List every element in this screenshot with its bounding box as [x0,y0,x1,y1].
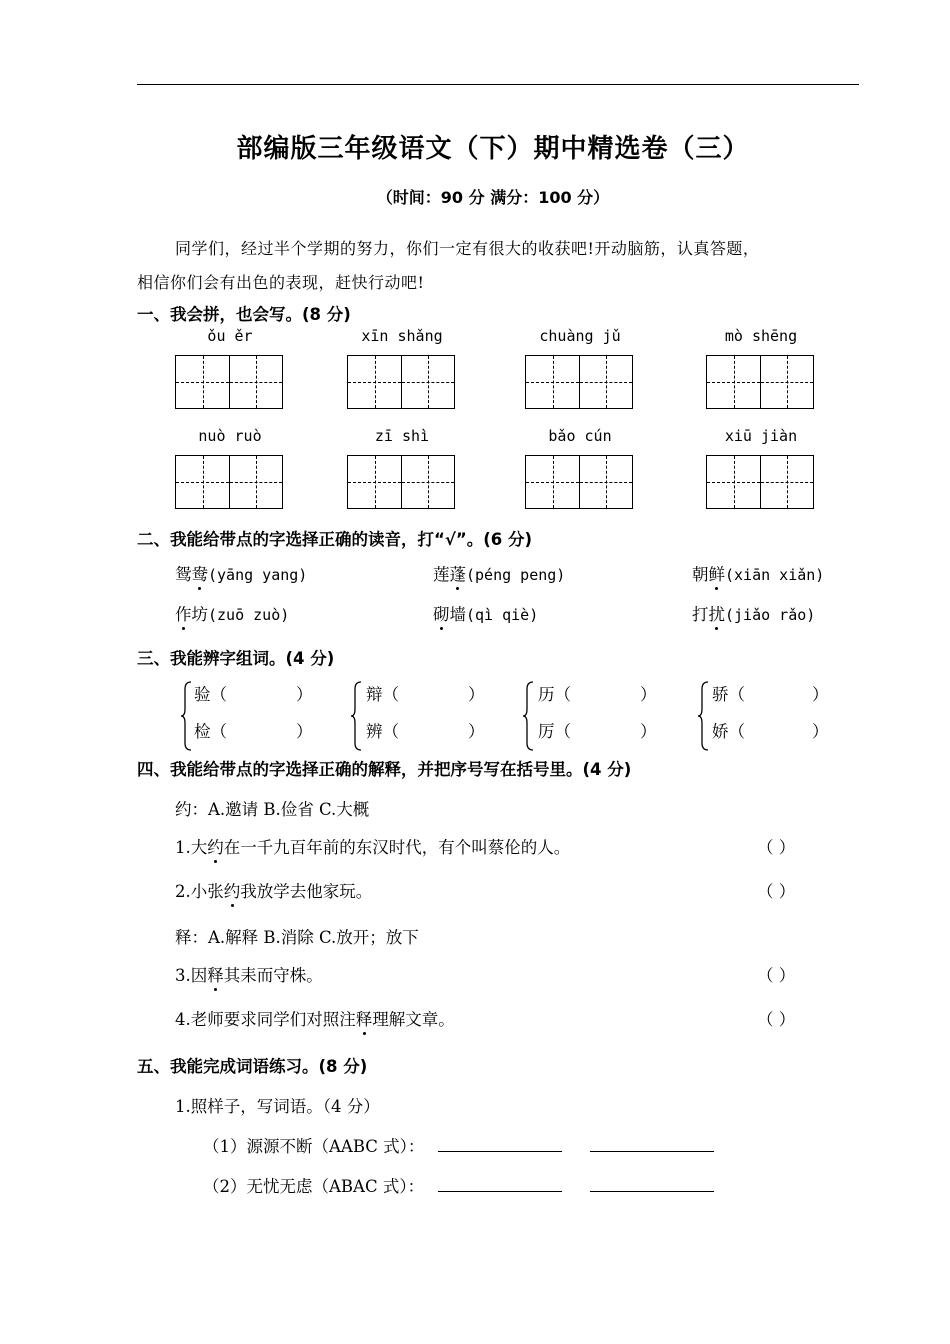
answer-blank[interactable] [438,1133,562,1152]
writing-grid[interactable] [525,455,633,509]
section-1-heading: 一、我会拼，也会写。(8 分) [137,305,351,324]
writing-grid[interactable] [525,355,633,409]
pinyin-label: xīn shǎng [361,327,443,345]
pinyin-label: chuàng jǔ [539,327,621,345]
question: 2.小张约我放学去他家玩。 [175,878,372,902]
definition-list: 约：A.邀请 B.俭省 C.大概 [175,800,370,819]
word-pair-char: 娇（ [712,722,745,741]
definition-list: 释：A.解释 B.消除 C.放开；放下 [175,928,419,947]
page-title: 部编版三年级语文（下）期中精选卷（三） [236,134,750,164]
exam-meta: （时间：90 分 满分：100 分） [376,188,610,207]
answer-bracket[interactable]: （ ） [757,882,796,901]
word-pair-char: 检（ [194,722,227,741]
section-4-heading: 四、我能给带点的字选择正确的解释，并把序号写在括号里。(4 分) [137,760,632,779]
word-pair-close: ） [468,685,485,704]
reading-item: 打扰(jiǎo rǎo) [692,601,815,625]
answer-blank[interactable] [590,1133,714,1152]
word-pair-close: ） [468,722,485,741]
word-pair-char: 骄（ [712,685,745,704]
word-pair-close: ） [812,685,829,704]
exercise-line: （2）无忧无虑（ABAC 式）： [203,1177,425,1196]
brace-icon [522,681,534,751]
writing-grid[interactable] [706,355,814,409]
word-pair-close: ） [296,722,313,741]
pinyin-label: mò shēng [724,327,798,345]
answer-bracket[interactable]: （ ） [757,838,796,857]
reading-item: 鸳鸯(yāng yang) [175,561,307,585]
section-3-heading: 三、我能辨字组词。(4 分) [137,649,335,668]
word-pair-char: 验（ [194,685,227,704]
word-pair-char: 厉（ [538,722,571,741]
answer-blank[interactable] [438,1173,562,1192]
pinyin-label: xiū jiàn [724,427,798,445]
reading-item: 莲蓬(péng peng) [433,561,565,585]
word-pair-close: ） [640,722,657,741]
reading-item: 作坊(zuō zuò) [175,601,289,625]
answer-bracket[interactable]: （ ） [757,1010,796,1029]
question: 4.老师要求同学们对照注释理解文章。 [175,1006,455,1030]
question: 1.大约在一千九百年前的东汉时代，有个叫蔡伦的人。 [175,834,570,858]
writing-grid[interactable] [706,455,814,509]
subquestion: 1.照样子，写词语。（4 分） [175,1097,380,1116]
writing-grid[interactable] [347,355,455,409]
question: 3.因释其耒而守株。 [175,962,323,986]
word-pair-close: ） [296,685,313,704]
pinyin-label: nuò ruò [198,427,262,445]
intro-line-2: 相信你们会有出色的表现，赶快行动吧! [137,273,425,292]
answer-blank[interactable] [590,1173,714,1192]
word-pair-char: 历（ [538,685,571,704]
header-rule [137,84,859,85]
word-pair-char: 辨（ [366,722,399,741]
writing-grid[interactable] [347,455,455,509]
writing-grid[interactable] [175,355,283,409]
pinyin-label: bǎo cún [548,427,612,445]
word-pair-close: ） [812,722,829,741]
brace-icon [697,681,709,751]
reading-item: 朝鲜(xiān xiǎn) [692,561,824,585]
word-pair-close: ） [640,685,657,704]
answer-bracket[interactable]: （ ） [757,966,796,985]
writing-grid[interactable] [175,455,283,509]
brace-icon [180,681,192,751]
section-2-heading: 二、我能给带点的字选择正确的读音，打“√”。(6 分) [137,530,533,549]
section-5-heading: 五、我能完成词语练习。(8 分) [137,1057,368,1076]
exercise-line: （1）源源不断（AABC 式）： [203,1137,425,1156]
reading-item: 砌墙(qì qiè) [433,601,538,625]
pinyin-label: ǒu ěr [207,327,253,345]
pinyin-label: zī shì [374,427,430,445]
intro-line-1: 同学们，经过半个学期的努力，你们一定有很大的收获吧!开动脑筋，认真答题， [175,239,760,258]
word-pair-char: 辩（ [366,685,399,704]
brace-icon [350,681,362,751]
